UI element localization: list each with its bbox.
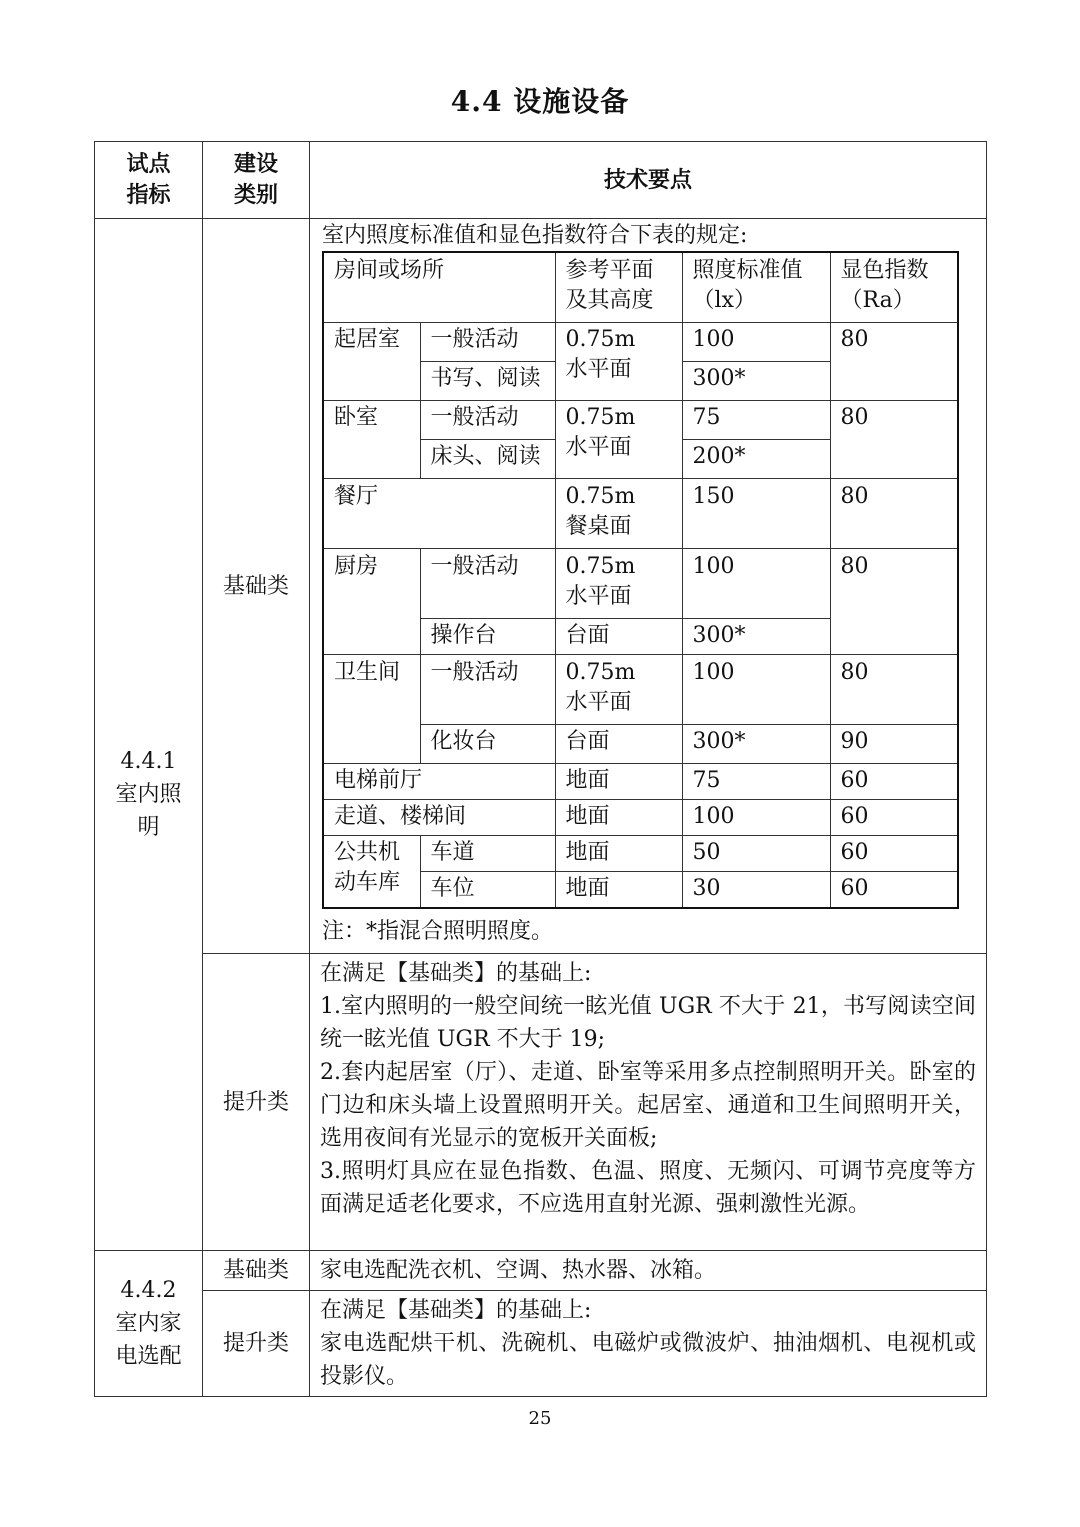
- tech-basic-cell: [310, 219, 987, 954]
- tech-advanced-cell: 在满足【基础类】的基础上: 1.室内照明的一般空间统一眩光值 UGR 不大于 21，书写阅读空间统一眩光值 UGR 不大于 19; 2.套内起居室（厅）、走道、卧室等采用多点控制照明开关。卧室的门边和床头墙上设置照明开关。起居室、通道和卫生间照明开关，选用夜间有光显示的宽板开关面板; 3.照明灯具应在显色指数、色温、照度、无频闪、可调节亮度等方面满足适老化要求，不应选用直射光源、强刺激性光源。: [310, 954, 987, 1251]
- table-row: 公共机 动车库 车道 地面 50 60: [323, 836, 958, 872]
- tech-advanced-cell: 在满足【基础类】的基础上: 家电选配烘干机、洗碗机、电磁炉或微波炉、抽油烟机、电视机或投影仪。: [310, 1291, 987, 1397]
- category-basic: 基础类: [203, 219, 310, 954]
- indicator-id: 4.4.2: [120, 1278, 177, 1303]
- table-row: 床头、阅读 200*: [323, 440, 958, 479]
- page-number: 25: [528, 1408, 552, 1429]
- hdr-lux: 照度标准值 （lx）: [682, 252, 830, 323]
- indicator-441: 4.4.1 室内照 明: [95, 219, 203, 1251]
- table-row: 起居室 一般活动 0.75m 水平面 100 80: [323, 323, 958, 362]
- header-row: [95, 142, 987, 219]
- table-row: 卫生间 一般活动 0.75m 水平面 100 80: [323, 655, 958, 725]
- row-442-advanced: [95, 1291, 987, 1397]
- indicator-442: 4.4.2 室内家 电选配: [95, 1251, 203, 1397]
- row-441-basic: [95, 219, 987, 954]
- table-row: 卧室 一般活动 0.75m 水平面 75 80: [323, 401, 958, 440]
- header-category: 建设 类别: [203, 142, 310, 219]
- table-row: 电梯前厅 地面 75 60: [323, 764, 958, 800]
- category-advanced: 提升类: [203, 1291, 310, 1397]
- table-row: 走道、楼梯间 地面 100 60: [323, 800, 958, 836]
- table-row: 操作台 台面 300*: [323, 619, 958, 655]
- lighting-header-row: [323, 252, 958, 323]
- intro-text: 室内照度标准值和显色指数符合下表的规定:: [322, 223, 748, 248]
- lighting-table: [322, 251, 959, 909]
- header-indicator: 试点 指标: [95, 142, 203, 219]
- page-title: 4.4 设施设备: [450, 85, 630, 118]
- table-row: 厨房 一般活动 0.75m 水平面 100 80: [323, 549, 958, 619]
- table-row: 化妆台 台面 300* 90: [323, 725, 958, 764]
- table-row: 餐厅 0.75m 餐桌面 150 80: [323, 479, 958, 549]
- hdr-ra: 显色指数 （Ra）: [830, 252, 958, 323]
- hdr-room: 房间或场所: [323, 252, 555, 323]
- standards-table: [94, 141, 987, 1397]
- header-tech: 技术要点: [310, 142, 987, 219]
- category-basic: 基础类: [203, 1251, 310, 1291]
- table-note: 注：*指混合照明照度。: [322, 919, 554, 944]
- table-row: 书写、阅读 300*: [323, 362, 958, 401]
- row-441-advanced: [95, 954, 987, 1251]
- indicator-id: 4.4.1: [120, 749, 177, 774]
- tech-basic-cell: 家电选配洗衣机、空调、热水器、冰箱。: [310, 1251, 987, 1291]
- hdr-plane: 参考平面 及其高度: [555, 252, 682, 323]
- row-442-basic: [95, 1251, 987, 1291]
- category-advanced: 提升类: [203, 954, 310, 1251]
- table-row: 车位 地面 30 60: [323, 872, 958, 909]
